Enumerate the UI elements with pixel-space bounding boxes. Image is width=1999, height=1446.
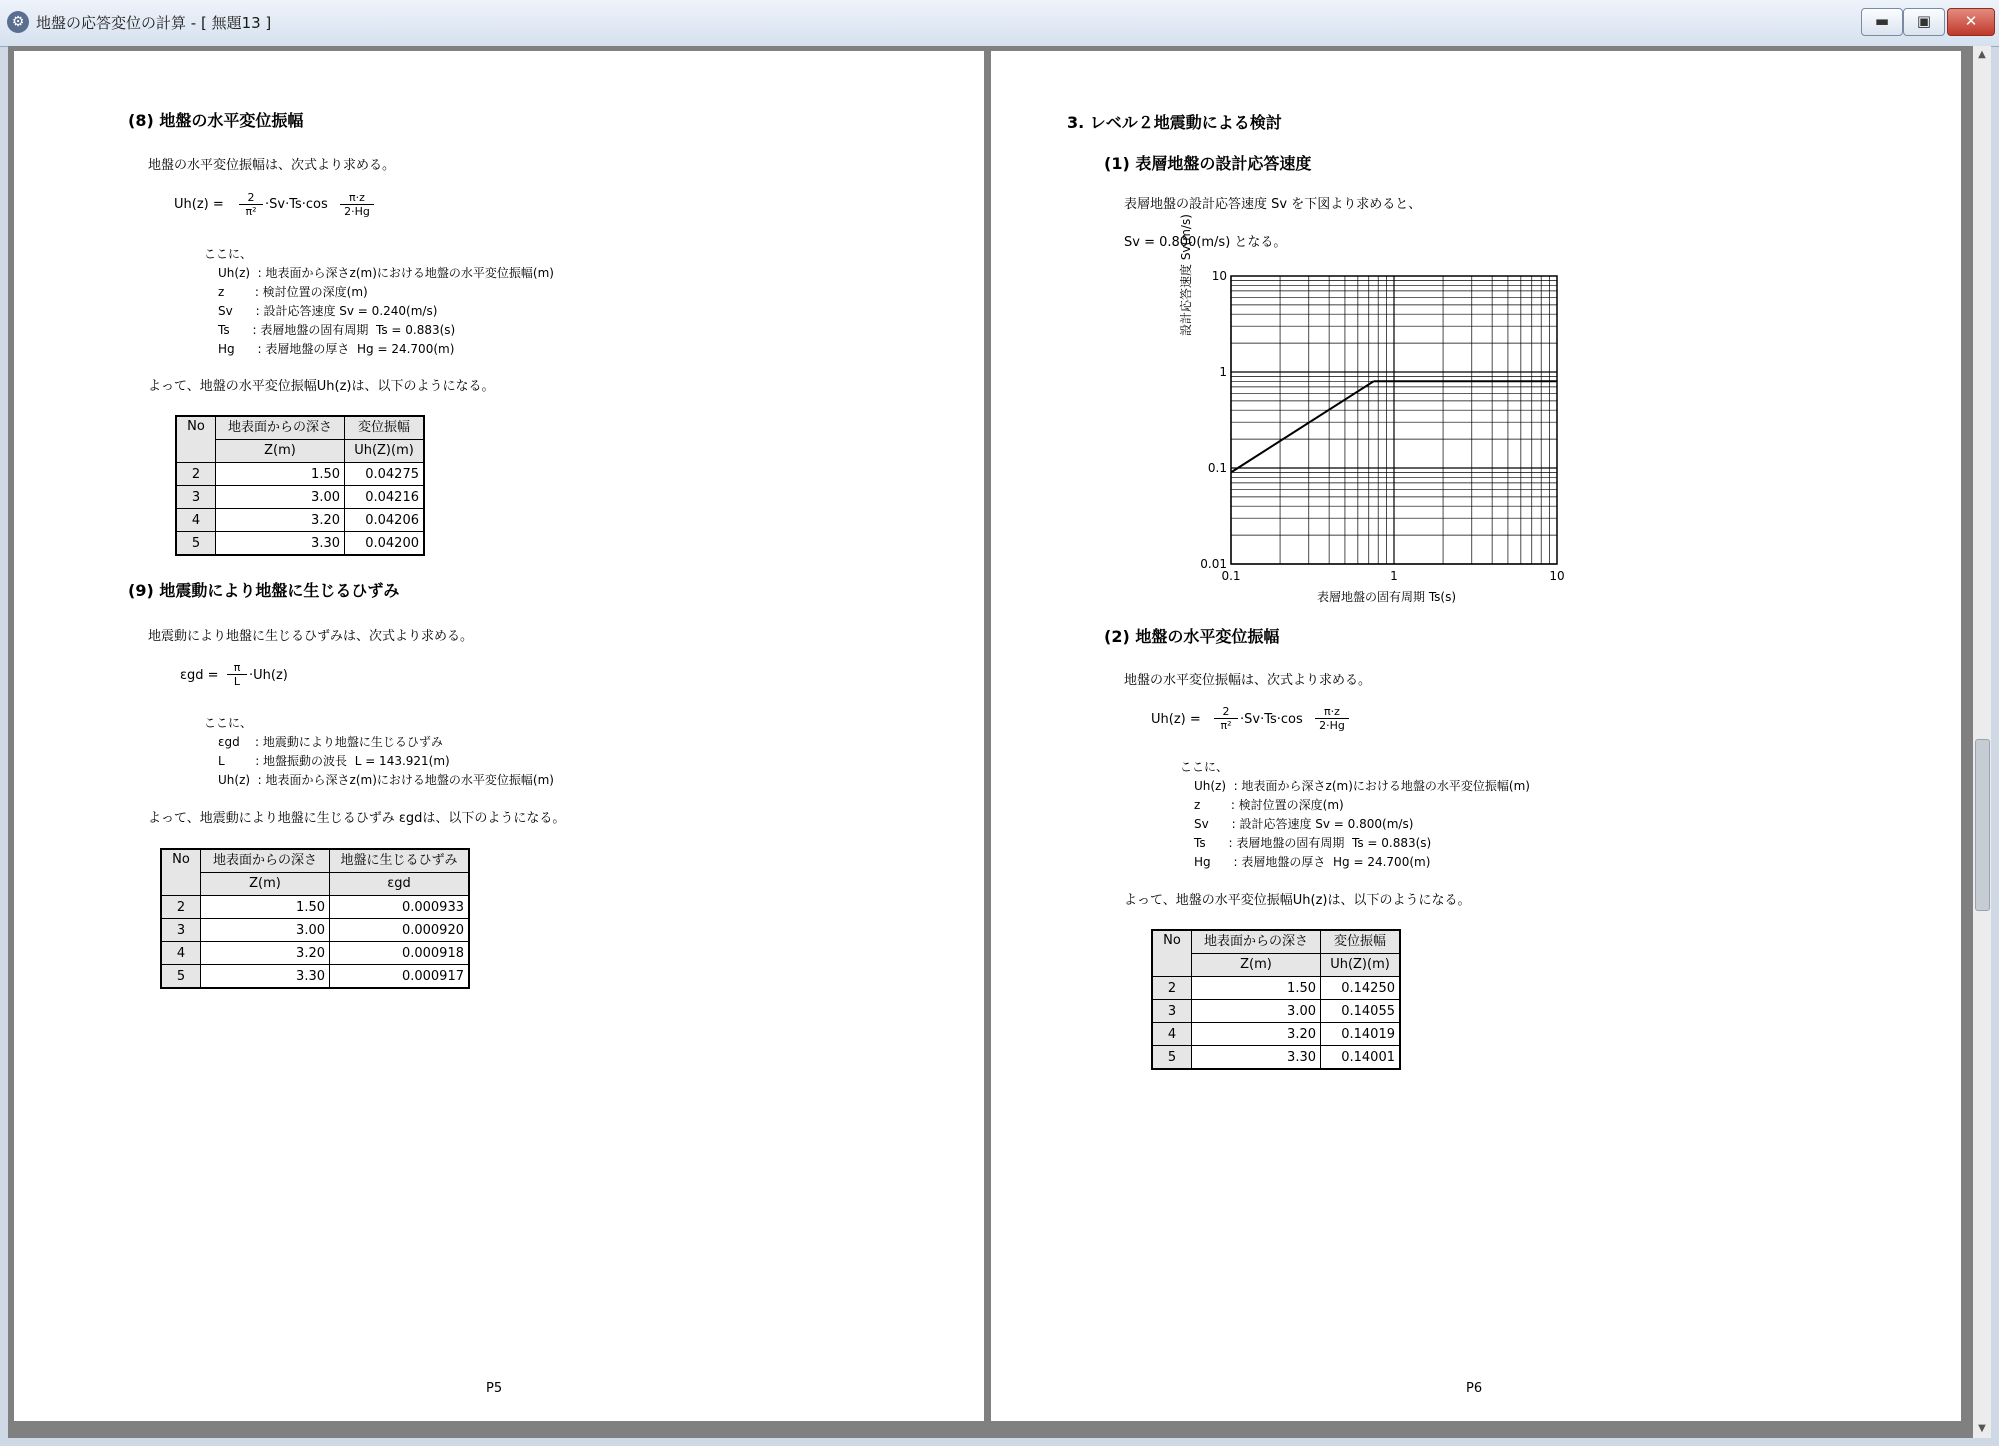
definition-line: Hg : 表層地盤の厚さ Hg = 24.700(m) xyxy=(218,342,455,356)
x-axis-ticks xyxy=(1221,569,1564,583)
document-view[interactable] xyxy=(8,46,1991,1438)
table-row xyxy=(176,463,424,486)
section-3-heading: 3. レベル２地震動による検討 xyxy=(1067,113,1282,132)
table-row xyxy=(176,509,424,532)
scrollbar-thumb[interactable] xyxy=(1975,739,1990,911)
x-tick-label: 1 xyxy=(1390,569,1398,583)
variable-definitions xyxy=(218,264,554,359)
cell-amplitude: 0.04200 xyxy=(345,532,425,556)
col-subheader-strain: εgd xyxy=(330,873,470,896)
definition-line: Hg : 表層地盤の厚さ Hg = 24.700(m) xyxy=(1194,855,1431,869)
app-icon[interactable]: ⚙ xyxy=(7,11,29,33)
formula-lhs: εgd = xyxy=(180,668,219,683)
y-tick-label: 0.1 xyxy=(1207,461,1227,475)
section-2-heading: (2) 地盤の水平変位振幅 xyxy=(1104,627,1280,646)
definition-line: Uh(z) : 地表面から深さz(m)における地盤の水平変位振幅(m) xyxy=(1194,779,1530,793)
cell-amplitude: 0.04206 xyxy=(345,509,425,532)
formula-fraction xyxy=(227,661,247,688)
formula-fraction-1 xyxy=(239,191,263,218)
col-subheader-depth: Z(m) xyxy=(216,440,345,463)
cell-depth: 3.00 xyxy=(1192,1000,1321,1023)
variable-definitions xyxy=(218,733,554,790)
cell-depth: 3.30 xyxy=(201,965,330,989)
minimize-button[interactable]: ▬ xyxy=(1861,8,1903,36)
cell-strain: 0.000933 xyxy=(330,896,470,919)
definition-line: L : 地盤振動の波長 L = 143.921(m) xyxy=(218,754,450,768)
section-2-result: よって、地盤の水平変位振幅Uh(z)は、以下のようになる。 xyxy=(1124,893,1471,908)
cell-no: 4 xyxy=(176,509,216,532)
formula-fraction-2 xyxy=(1315,705,1349,732)
cell-depth: 3.20 xyxy=(1192,1023,1321,1046)
definition-line: Ts : 表層地盤の固有周期 Ts = 0.883(s) xyxy=(218,323,456,337)
displacement-table xyxy=(1151,929,1401,1070)
fraction-numerator: 2 xyxy=(1214,705,1238,719)
table-row xyxy=(176,532,424,556)
definition-line: εgd : 地震動により地盤に生じるひずみ xyxy=(218,735,443,749)
col-header-no: No xyxy=(1152,930,1192,977)
formula-mid: ·Sv·Ts·cos xyxy=(265,197,328,212)
koko-label: ここに、 xyxy=(1180,760,1229,774)
section-9-intro: 地震動により地盤に生じるひずみは、次式より求める。 xyxy=(148,629,474,644)
chart-xlabel: 表層地盤の固有周期 Ts(s) xyxy=(1317,590,1457,604)
cell-depth: 3.20 xyxy=(201,942,330,965)
definition-line: Ts : 表層地盤の固有周期 Ts = 0.883(s) xyxy=(1194,836,1432,850)
y-tick-label: 1 xyxy=(1219,365,1227,379)
fraction-denominator: π² xyxy=(1220,719,1232,732)
fraction-numerator: π·z xyxy=(340,191,374,205)
close-button[interactable]: ✕ xyxy=(1947,8,1995,36)
col-subheader-depth: Z(m) xyxy=(1192,954,1321,977)
cell-no: 3 xyxy=(161,919,201,942)
cell-strain: 0.000917 xyxy=(330,965,470,989)
cell-depth: 1.50 xyxy=(1192,977,1321,1000)
formula-mid: ·Sv·Ts·cos xyxy=(1240,712,1303,727)
table-row xyxy=(161,942,469,965)
formula-rhs: ·Uh(z) xyxy=(249,668,288,683)
col-subheader-depth: Z(m) xyxy=(201,873,330,896)
cell-no: 4 xyxy=(1152,1023,1192,1046)
chart-grid xyxy=(1231,276,1557,564)
col-header-no: No xyxy=(176,416,216,463)
fraction-numerator: π xyxy=(227,661,247,675)
page-number: P6 xyxy=(1466,1381,1483,1396)
cell-depth: 3.30 xyxy=(1192,1046,1321,1070)
table-row xyxy=(1152,1023,1400,1046)
col-header-depth: 地表面からの深さ xyxy=(216,416,345,440)
cell-no: 2 xyxy=(176,463,216,486)
cell-no: 5 xyxy=(161,965,201,989)
y-axis-ticks xyxy=(1200,269,1227,571)
col-header-amplitude: 変位振幅 xyxy=(1321,930,1401,954)
table-row xyxy=(161,965,469,989)
fraction-numerator: 2 xyxy=(239,191,263,205)
table-row xyxy=(161,896,469,919)
section-1-line-1: 表層地盤の設計応答速度 Sv を下図より求めると、 xyxy=(1124,197,1422,212)
scroll-down-arrow-icon[interactable]: ▼ xyxy=(1978,1423,1986,1434)
fraction-numerator: π·z xyxy=(1315,705,1349,719)
page-6 xyxy=(991,51,1961,1421)
cell-depth: 3.00 xyxy=(216,486,345,509)
table-row xyxy=(1152,977,1400,1000)
table-row xyxy=(161,919,469,942)
displacement-table xyxy=(175,415,425,556)
page-5 xyxy=(14,51,984,1421)
koko-label: ここに、 xyxy=(204,247,253,261)
chart-ylabel: 設計応答速度 Sv(m/s) xyxy=(1179,214,1193,336)
cell-no: 5 xyxy=(1152,1046,1192,1070)
formula-fraction-1 xyxy=(1214,705,1238,732)
y-tick-label: 0.01 xyxy=(1200,557,1227,571)
maximize-button[interactable]: ▣ xyxy=(1903,8,1945,36)
definition-line: Uh(z) : 地表面から深さz(m)における地盤の水平変位振幅(m) xyxy=(218,266,554,280)
window-title: 地盤の応答変位の計算 - [ 無題13 ] xyxy=(36,14,272,32)
cell-depth: 1.50 xyxy=(216,463,345,486)
fraction-denominator: 2·Hg xyxy=(344,205,370,218)
cell-depth: 3.20 xyxy=(216,509,345,532)
cell-no: 3 xyxy=(176,486,216,509)
section-2-intro: 地盤の水平変位振幅は、次式より求める。 xyxy=(1124,673,1372,688)
y-tick-label: 10 xyxy=(1211,269,1227,283)
definition-line: Sv : 設計応答速度 Sv = 0.800(m/s) xyxy=(1194,817,1414,831)
definition-line: z : 検討位置の深度(m) xyxy=(218,285,368,299)
fraction-denominator: L xyxy=(233,675,241,688)
cell-no: 3 xyxy=(1152,1000,1192,1023)
formula-lhs: Uh(z) = xyxy=(174,197,224,212)
cell-amplitude: 0.14250 xyxy=(1321,977,1401,1000)
cell-amplitude: 0.14001 xyxy=(1321,1046,1401,1070)
scroll-up-arrow-icon[interactable]: ▲ xyxy=(1978,49,1986,60)
cell-depth: 3.30 xyxy=(216,532,345,556)
series-line xyxy=(1231,381,1374,472)
table-row xyxy=(1152,1046,1400,1070)
fraction-denominator: π² xyxy=(245,205,257,218)
x-tick-label: 10 xyxy=(1549,569,1565,583)
vertical-scrollbar[interactable] xyxy=(1973,46,1991,1438)
cell-depth: 1.50 xyxy=(201,896,330,919)
koko-label: ここに、 xyxy=(204,716,253,730)
variable-definitions xyxy=(1194,777,1530,872)
title-bar xyxy=(0,0,1999,47)
table-row xyxy=(176,486,424,509)
section-8-result: よって、地盤の水平変位振幅Uh(z)は、以下のようになる。 xyxy=(148,379,495,394)
table-row xyxy=(1152,1000,1400,1023)
col-header-depth: 地表面からの深さ xyxy=(1192,930,1321,954)
page-number: P5 xyxy=(486,1381,503,1396)
col-subheader-amplitude: Uh(Z)(m) xyxy=(1321,954,1401,977)
cell-strain: 0.000920 xyxy=(330,919,470,942)
col-header-depth: 地表面からの深さ xyxy=(201,849,330,873)
cell-no: 5 xyxy=(176,532,216,556)
section-9-result: よって、地震動により地盤に生じるひずみ εgdは、以下のようになる。 xyxy=(148,811,566,826)
definition-line: Uh(z) : 地表面から深さz(m)における地盤の水平変位振幅(m) xyxy=(218,773,554,787)
section-1-heading: (1) 表層地盤の設計応答速度 xyxy=(1104,154,1312,173)
col-header-no: No xyxy=(161,849,201,896)
section-9-heading: (9) 地震動により地盤に生じるひずみ xyxy=(128,581,400,600)
section-8-heading: (8) 地盤の水平変位振幅 xyxy=(128,111,304,130)
cell-no: 4 xyxy=(161,942,201,965)
cell-amplitude: 0.04216 xyxy=(345,486,425,509)
cell-amplitude: 0.14019 xyxy=(1321,1023,1401,1046)
fraction-denominator: 2·Hg xyxy=(1319,719,1345,732)
cell-depth: 3.00 xyxy=(201,919,330,942)
cell-no: 2 xyxy=(161,896,201,919)
col-header-strain: 地盤に生じるひずみ xyxy=(330,849,470,873)
formula-fraction-2 xyxy=(340,191,374,218)
cell-strain: 0.000918 xyxy=(330,942,470,965)
definition-line: Sv : 設計応答速度 Sv = 0.240(m/s) xyxy=(218,304,438,318)
section-8-intro: 地盤の水平変位振幅は、次式より求める。 xyxy=(148,158,396,173)
formula-lhs: Uh(z) = xyxy=(1151,712,1201,727)
definition-line: z : 検討位置の深度(m) xyxy=(1194,798,1344,812)
x-tick-label: 0.1 xyxy=(1221,569,1241,583)
col-subheader-amplitude: Uh(Z)(m) xyxy=(345,440,425,463)
strain-table xyxy=(160,848,470,989)
cell-no: 2 xyxy=(1152,977,1192,1000)
cell-amplitude: 0.04275 xyxy=(345,463,425,486)
cell-amplitude: 0.14055 xyxy=(1321,1000,1401,1023)
section-1-line-2: Sv = 0.800(m/s) となる。 xyxy=(1124,235,1287,250)
col-header-amplitude: 変位振幅 xyxy=(345,416,425,440)
